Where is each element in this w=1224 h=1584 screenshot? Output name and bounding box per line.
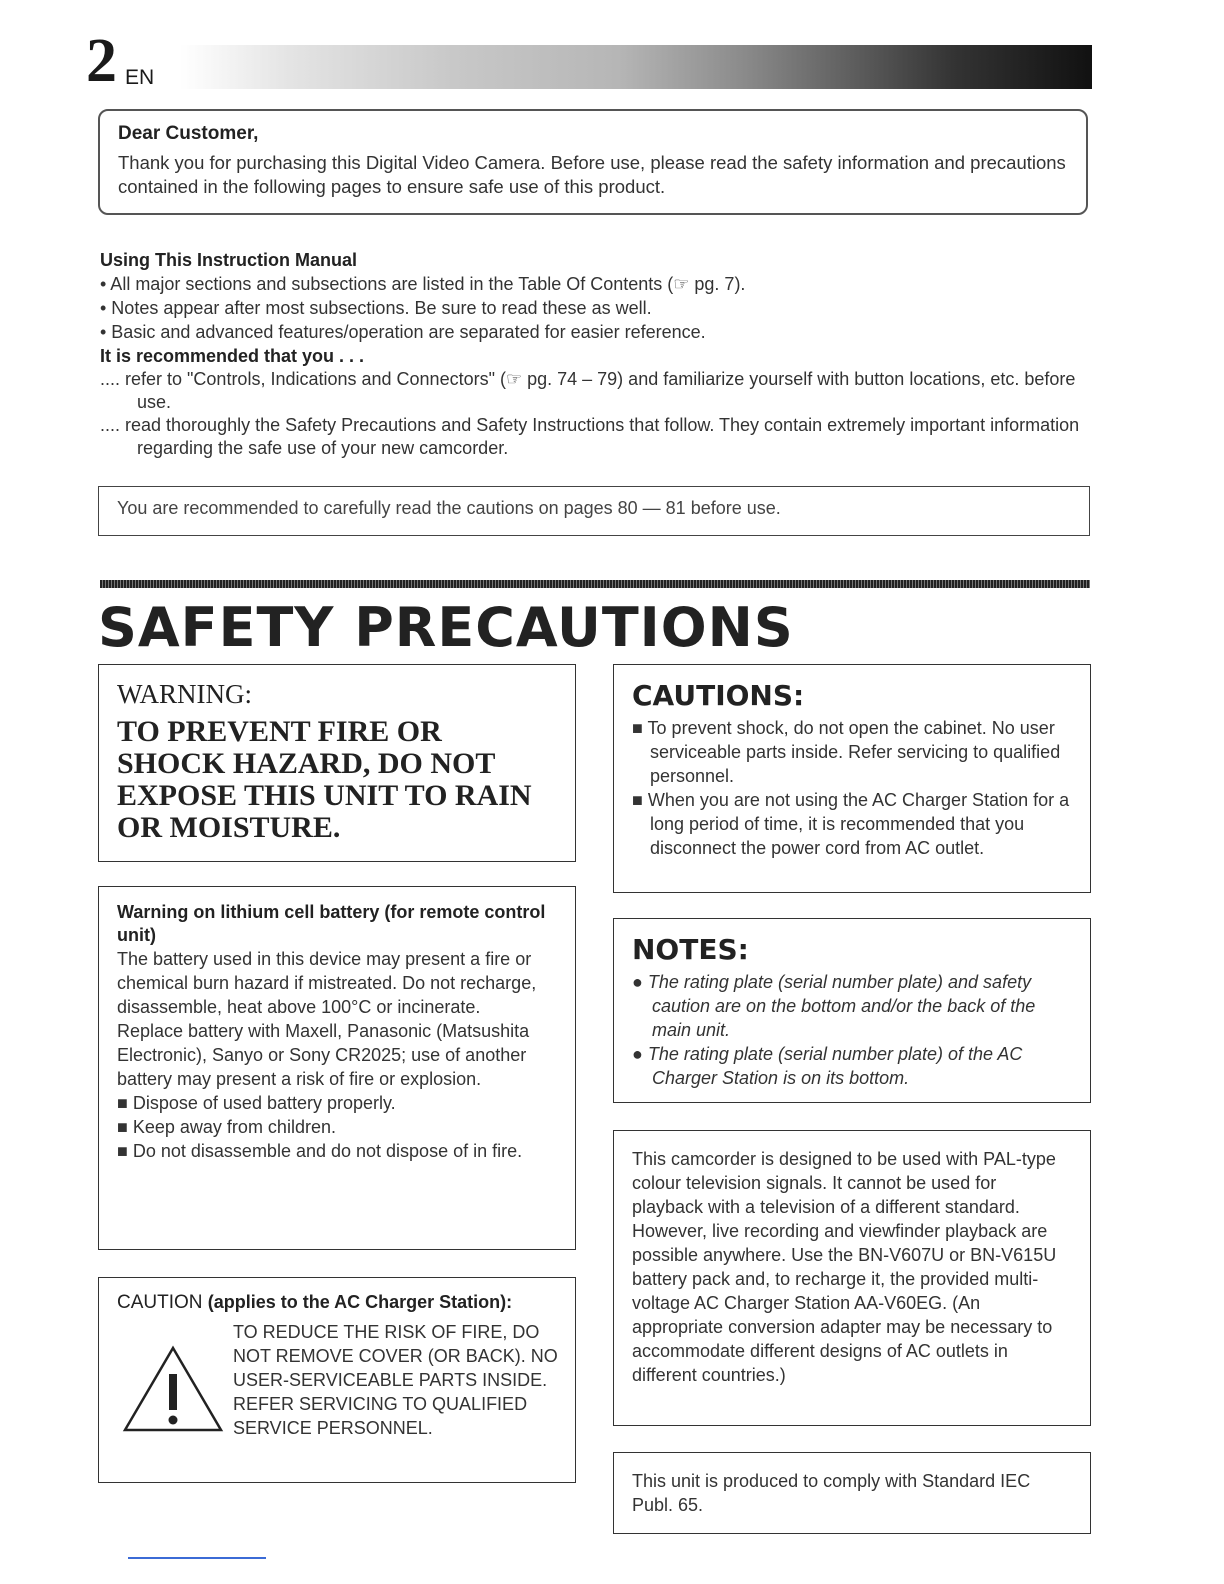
lithium-item: ■ Keep away from children. [117, 1117, 336, 1137]
recommend-item: .... read thoroughly the Safety Precautions and Safety Instructions that follow. They contain extremely important information regarding the safe use of your new camcorder. [100, 415, 1080, 458]
warning-title: WARNING: [117, 679, 252, 709]
manual-bullet: • Notes appear after most subsections. Be sure to read these as well. [100, 298, 652, 318]
lithium-paragraph: Replace battery with Maxell, Panasonic (Matsushita Electronic), Sanyo or Sony CR2025; use of another battery may present a risk of fire or explosion. [117, 1021, 530, 1089]
caution-charger-body: TO REDUCE THE RISK OF FIRE, DO NOT REMOVE COVER (OR BACK). NO USER-SERVICEABLE PARTS INSIDE. REFER SERVICING TO QUALIFIED SERVICE PERSONNEL. [233, 1322, 558, 1438]
warning-triangle-icon [121, 1344, 225, 1436]
note-item: ● The rating plate (serial number plate) and safety caution are on the bottom and/or the back of the main unit. [632, 972, 1036, 1040]
section-divider [100, 580, 1090, 588]
warning-box [98, 664, 576, 862]
lithium-item: ■ Do not disassemble and do not dispose of in fire. [117, 1141, 523, 1161]
notes-title: NOTES: [632, 933, 749, 966]
manual-usage-section [100, 248, 1080, 460]
note-item: ● The rating plate (serial number plate) of the AC Charger Station is on its bottom. [632, 1044, 1023, 1088]
caution-label: CAUTION [117, 1292, 203, 1313]
notes-box [613, 918, 1091, 1103]
header-gradient-bar [180, 45, 1092, 89]
warning-body: TO PREVENT FIRE OR SHOCK HAZARD, DO NOT EXPOSE THIS UNIT TO RAIN OR MOISTURE. [117, 715, 532, 844]
manual-bullet: • All major sections and subsections are listed in the Table Of Contents (☞ pg. 7). [100, 274, 746, 294]
safety-precautions-title: SAFETY PRECAUTIONS [98, 596, 794, 659]
iec-standard-box: This unit is produced to comply with Standard IEC Publ. 65. [613, 1452, 1091, 1534]
recommend-heading: It is recommended that you . . . [100, 346, 365, 366]
dear-customer-body: Thank you for purchasing this Digital Video Camera. Before use, please read the safety information and precautions contained in the following pages to ensure safe use of this product. [118, 152, 1066, 197]
page-number: 2 [86, 27, 117, 95]
lithium-title: Warning on lithium cell battery (for remote control unit) [117, 902, 546, 945]
language-label: EN [125, 66, 155, 89]
caution-item: ■ To prevent shock, do not open the cabinet. No user serviceable parts inside. Refer servicing to qualified personnel. [632, 718, 1061, 786]
caution-charger-title [117, 1292, 557, 1314]
cautions-reference-box: You are recommended to carefully read the cautions on pages 80 — 81 before use. [98, 486, 1090, 536]
manual-heading: Using This Instruction Manual [100, 250, 358, 270]
manual-bullet: • Basic and advanced features/operation are separated for easier reference. [100, 322, 706, 342]
caution-charger-box [98, 1277, 576, 1483]
dear-customer-box [98, 109, 1088, 215]
caution-subtitle: (applies to the AC Charger Station): [207, 1292, 513, 1312]
caution-item: ■ When you are not using the AC Charger Station for a long period of time, it is recommended that you disconnect the power cord from AC outlet. [632, 790, 1070, 858]
recommend-item: .... refer to "Controls, Indications and Connectors" (☞ pg. 74 – 79) and familiarize yourself with button locations, etc. before use. [100, 369, 1076, 412]
cautions-box [613, 664, 1091, 893]
footer-line [128, 1557, 266, 1559]
lithium-paragraph: The battery used in this device may present a fire or chemical burn hazard if mistreated. Do not recharge, disassemble, heat above 100°C or incinerate. [117, 949, 537, 1017]
pal-info-box: This camcorder is designed to be used with PAL-type colour television signals. It cannot be used for playback with a television of a different standard. However, live recording and viewfinder playback are possible anywhere. Use the BN-V607U or BN-V615U battery pack and, to recharge it, the provided multi-voltage AC Charger Station AA-V60EG. (An appropriate conversion adapter may be necessary to accommodate different designs of AC outlets in different countries.) [613, 1130, 1091, 1426]
cautions-title: CAUTIONS: [632, 679, 805, 712]
dear-customer-title: Dear Customer, [118, 123, 259, 144]
lithium-item: ■ Dispose of used battery properly. [117, 1093, 396, 1113]
lithium-battery-box [98, 886, 576, 1250]
